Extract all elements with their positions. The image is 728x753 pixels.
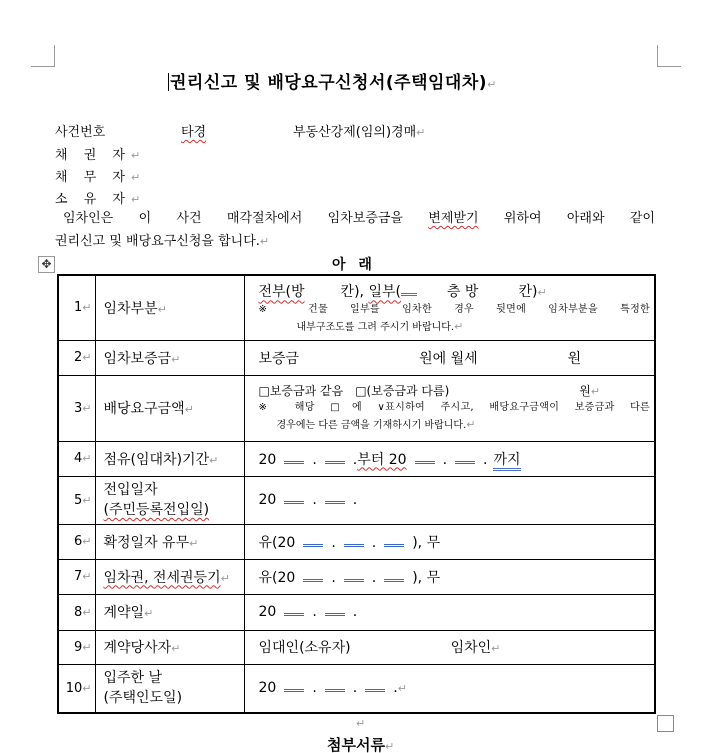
row-label-fixed-date: 확정일자 유무↵ — [95, 524, 244, 559]
below-heading: 아 래 — [332, 254, 376, 275]
row-number: 7↵ — [58, 559, 95, 594]
party-owner: 소 유 자↵ — [55, 192, 141, 207]
document-title: 권리신고 및 배당요구신청서(주택임대차)↵ — [170, 73, 497, 93]
row-number: 3↵ — [58, 375, 95, 441]
table-row — [58, 664, 655, 713]
text-cursor — [168, 73, 169, 91]
party-debtor: 채 무 자↵ — [55, 170, 141, 185]
row-label-contract-parties: 계약당사자↵ — [95, 630, 244, 664]
note-claim-amount-2: 경우에는 다른 금액을 기재하시기 바랍니다.↵ — [276, 418, 476, 431]
row-label-move-in-day: 입주한 날 (주택인도일) — [95, 664, 244, 713]
row-number: 9↵ — [58, 630, 95, 664]
table-move-handle-icon[interactable]: ✥ — [38, 256, 55, 273]
row-value-occupancy-period[interactable]: 20 . .부터 20 . . 까지 — [244, 441, 655, 476]
row-number: 4↵ — [58, 441, 95, 476]
intro-paragraph: 임차인은 이 사건 매각절차에서 임차보증금을 변제받기 위하여 아래와 같이 권리신고 및 배당요구신청을 합니다.↵ — [55, 211, 655, 249]
row-value-move-in-day[interactable]: 20 . . .↵ — [244, 664, 655, 713]
table-row — [58, 375, 655, 441]
table-row — [58, 524, 655, 559]
row-label-contract-date: 계약일↵ — [95, 594, 244, 630]
table-row — [58, 476, 655, 524]
crop-mark-top-right — [657, 45, 681, 67]
row-label-leased-part: 임차부분↵ — [95, 275, 244, 340]
table-row — [58, 441, 655, 476]
note-leased-part: ※ 건물 일부를 임차한 경우 뒷면에 임차부분을 특정한 — [258, 304, 650, 316]
claim-table — [57, 274, 656, 714]
row-value-contract-date[interactable]: 20 . . — [244, 594, 655, 630]
case-number-value: 타경 — [181, 125, 207, 140]
row-number: 8↵ — [58, 594, 95, 630]
row-value-lease-registration[interactable]: 유(20 . . ), 무 — [244, 559, 655, 594]
row-number: 5↵ — [58, 476, 95, 524]
row-value-move-in-date[interactable]: 20 . . — [244, 476, 655, 524]
case-number-label: 사건번호 — [55, 125, 106, 140]
row-value-claim-amount[interactable]: □보증금과 같음 □(보증금과 다름) 원↵ ※ 해당 □에 ∨표시하여 주시고, 배당요구금액이 보증금과 다른 경우에는 다른 금액을 기재하시기 바랍니다.↵ — [244, 375, 655, 441]
table-row — [58, 594, 655, 630]
attachments-heading: 첨부서류↵ — [327, 736, 395, 753]
paragraph-mark-icon: ↵ — [487, 78, 497, 91]
case-number-line — [55, 121, 426, 140]
row-number: 1↵ — [58, 275, 95, 340]
row-label-deposit: 임차보증금↵ — [95, 340, 244, 375]
table-row — [58, 340, 655, 375]
note-leased-part-2: 내부구조도를 그려 주시기 바랍니다.↵ — [296, 320, 464, 334]
row-number: 6↵ — [58, 524, 95, 559]
row-value-contract-parties[interactable]: 임대인(소유자) 임차인↵ — [244, 630, 655, 664]
table-resize-handle[interactable] — [657, 715, 674, 732]
crop-mark-top-left — [31, 45, 55, 67]
row-value-fixed-date[interactable]: 유(20 . . ), 무 — [244, 524, 655, 559]
row-number: 10↵ — [58, 664, 95, 713]
row-value-deposit[interactable]: 보증금 원에 월세 원 — [244, 340, 655, 375]
note-claim-amount: ※ 해당 □에 ∨표시하여 주시고, 배당요구금액이 보증금과 다른 — [258, 402, 650, 413]
row-number: 2↵ — [58, 340, 95, 375]
checkbox-same-as-deposit[interactable]: □보증금과 같음 — [258, 384, 344, 398]
row-label-claim-amount: 배당요구금액↵ — [95, 375, 244, 441]
row-label-lease-registration: 임차권, 전세권등기↵ — [95, 559, 244, 594]
table-row — [58, 275, 655, 340]
table-row — [58, 559, 655, 594]
paragraph-mark-icon: ↵ — [356, 717, 366, 730]
row-value-leased-part[interactable]: 전부(방 칸), 일부( 층 방 칸)↵ ※ 건물 일부를 임차한 경우 뒷면에 임차부분을 특정한 내부구조도를 그려 주시기 바랍니다.↵ — [244, 275, 655, 340]
row-label-occupancy-period: 점유(임대차)기간↵ — [95, 441, 244, 476]
table-row — [58, 630, 655, 664]
row-label-move-in-date: 전입일자 (주민등록전입일) — [95, 476, 244, 524]
case-type: 부동산강제(임의)경매↵ — [293, 125, 426, 140]
checkbox-different-from-deposit[interactable]: □(보증금과 다름) — [355, 384, 450, 398]
party-creditor: 채 권 자↵ — [55, 148, 141, 163]
